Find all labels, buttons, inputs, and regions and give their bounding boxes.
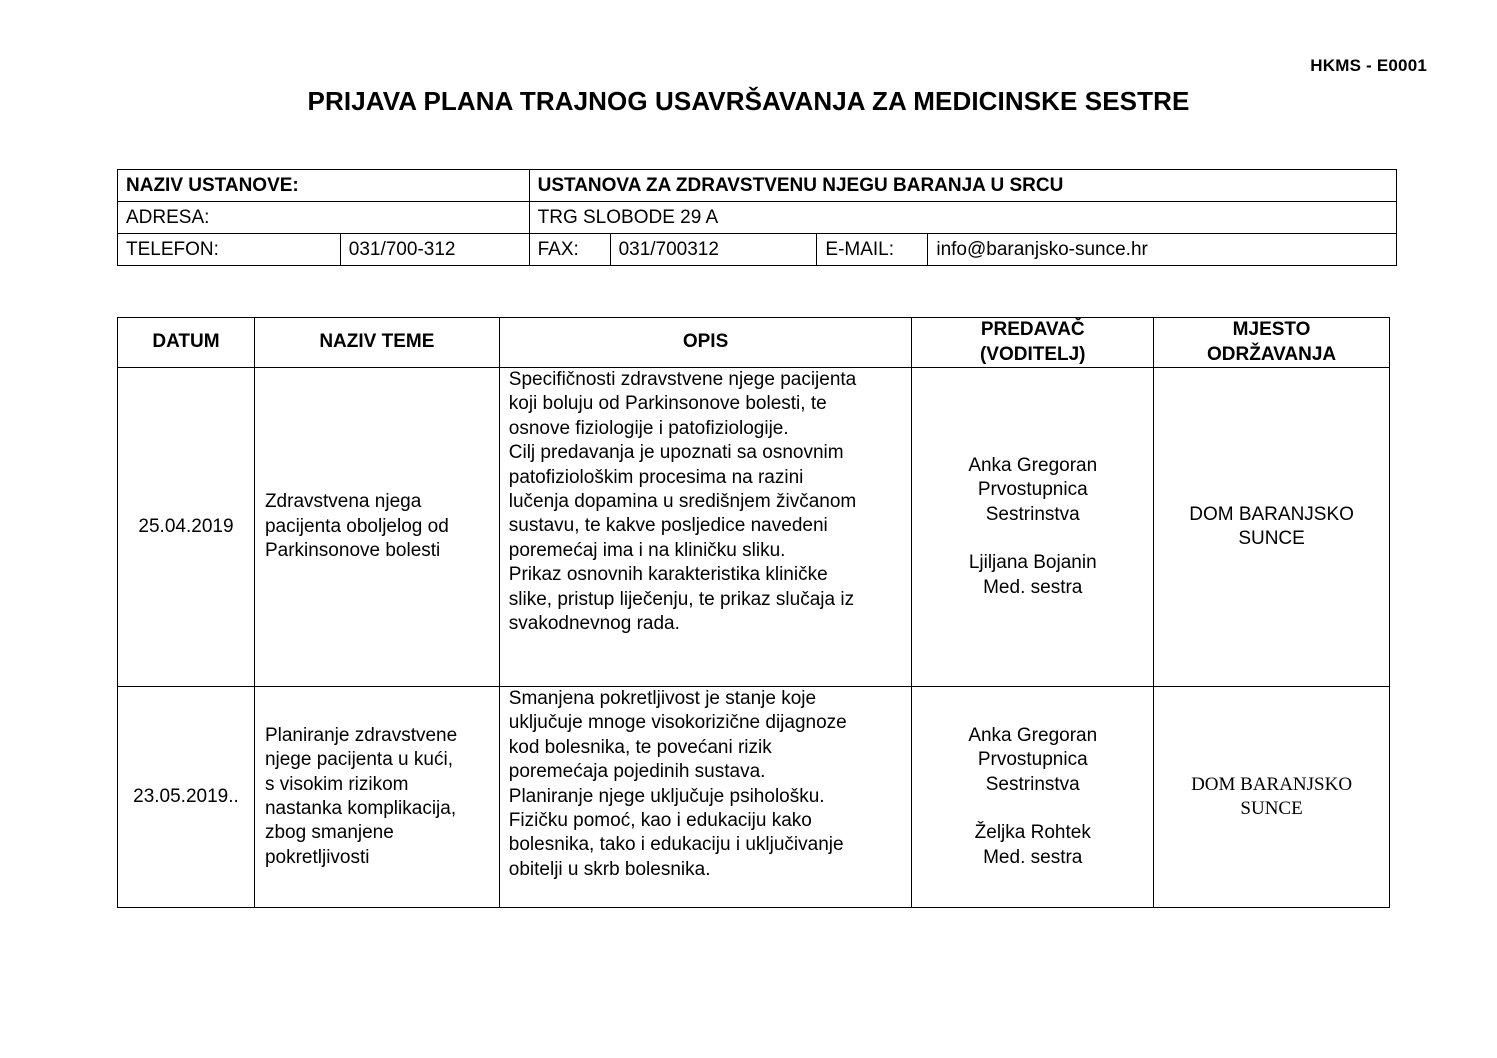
lecturer-name: Ljiljana Bojanin xyxy=(968,552,1097,574)
plan-row xyxy=(118,368,1390,687)
institution-info-table xyxy=(117,169,1397,266)
topic-line: pokretljivosti xyxy=(264,846,370,868)
place-line: SUNCE xyxy=(1238,528,1305,549)
row-topic xyxy=(254,687,499,908)
description-line: poremećaj ima i na kliničku sliku. xyxy=(508,539,786,561)
lecturer-spacer xyxy=(912,797,1153,821)
description-line: bolesnika, tako i edukaciju i uključivanje xyxy=(508,834,844,856)
description-line: slike, pristup liječenju, te prikaz slučaja iz xyxy=(508,588,855,610)
topic-line: zbog smanjene xyxy=(264,822,394,844)
plan-row xyxy=(118,687,1390,908)
lecturer-title: Prvostupnica xyxy=(977,479,1088,501)
email-value: info@baranjsko-sunce.hr xyxy=(928,234,1397,266)
education-plan-table xyxy=(117,317,1390,908)
description-line: poremećaja pojedinih sustava. xyxy=(508,761,766,783)
lecturer-title: Sestrinstva xyxy=(985,503,1080,525)
row-lecturers xyxy=(912,687,1154,908)
lecturer-title: Med. sestra xyxy=(983,576,1083,598)
header-description: OPIS xyxy=(499,318,912,368)
row-date: 23.05.2019.. xyxy=(118,687,255,908)
place-line: SUNCE xyxy=(1240,798,1303,819)
row-description xyxy=(499,687,912,908)
institution-name-row xyxy=(118,170,1397,202)
header-place xyxy=(1154,318,1390,368)
description-line: obitelji u skrb bolesnika. xyxy=(508,858,711,880)
lecturer-name: Željka Rohtek xyxy=(974,822,1091,844)
description-line: Fizičku pomoć, kao i edukaciju kako xyxy=(508,810,812,832)
description-line: patofiziološkim procesima na razini xyxy=(508,466,804,488)
description-line: Cilj predavanja je upoznati sa osnovnim xyxy=(508,442,844,464)
topic-line: pacijenta oboljelog od xyxy=(264,515,449,537)
header-place-line2: ODRŽAVANJA xyxy=(1207,343,1337,365)
fax-label: FAX: xyxy=(529,234,610,266)
topic-line: nastanka komplikacija, xyxy=(264,798,457,819)
description-line: kod bolesnika, te povećani rizik xyxy=(508,736,772,758)
place-line: DOM BARANJSKO xyxy=(1189,503,1354,525)
institution-contact-row xyxy=(118,234,1397,266)
header-lecturer-line2: (VODITELJ) xyxy=(979,343,1086,365)
institution-name-label: NAZIV USTANOVE: xyxy=(118,170,530,202)
row-place xyxy=(1154,368,1390,687)
description-line: Smanjena pokretljivost je stanje koje xyxy=(508,688,817,709)
row-date: 25.04.2019 xyxy=(118,368,255,687)
header-lecturer xyxy=(912,318,1154,368)
phone-label: TELEFON: xyxy=(118,234,341,266)
lecturer-title: Sestrinstva xyxy=(985,773,1080,795)
topic-line: Parkinsonove bolesti xyxy=(264,540,441,562)
description-line: lučenja dopamina u središnjem živčanom xyxy=(508,491,857,513)
lecturer-spacer xyxy=(912,527,1153,551)
institution-name-value: USTANOVA ZA ZDRAVSTVENU NJEGU BARANJA U SRCU xyxy=(529,170,1396,202)
document-code: HKMS - E0001 xyxy=(1310,56,1427,75)
email-label: E-MAIL: xyxy=(817,234,928,266)
topic-line: Planiranje zdravstvene xyxy=(264,724,458,746)
phone-value: 031/700-312 xyxy=(340,234,529,266)
fax-value: 031/700312 xyxy=(610,234,817,266)
lecturer-title: Med. sestra xyxy=(983,846,1083,868)
description-line: uključuje mnoge visokorizične dijagnoze xyxy=(508,712,847,734)
address-label: ADRESA: xyxy=(118,202,530,234)
plan-header-row xyxy=(118,318,1390,368)
description-line: koji boluju od Parkinsonove bolesti, te xyxy=(508,393,827,415)
topic-line: s visokim rizikom xyxy=(264,773,409,795)
topic-line: Zdravstvena njega xyxy=(264,491,422,513)
header-lecturer-line1: PREDAVAČ xyxy=(980,319,1085,341)
lecturer-title: Prvostupnica xyxy=(977,749,1088,771)
header-date: DATUM xyxy=(118,318,255,368)
address-value: TRG SLOBODE 29 A xyxy=(529,202,1396,234)
description-line: sustavu, te kakve posljedice navedeni xyxy=(508,515,828,537)
header-place-line1: MJESTO xyxy=(1232,319,1311,341)
row-lecturers xyxy=(912,368,1154,687)
description-line: osnove fiziologije i patofiziologije. xyxy=(508,417,789,439)
row-description xyxy=(499,368,912,687)
description-line: Planiranje njege uključuje psihološku. xyxy=(508,785,825,807)
description-line: svakodnevnog rada. xyxy=(508,613,680,635)
header-topic: NAZIV TEME xyxy=(254,318,499,368)
lecturer-name: Anka Gregoran xyxy=(968,454,1098,476)
row-place xyxy=(1154,687,1390,908)
institution-address-row xyxy=(118,202,1397,234)
description-line: Specifičnosti zdravstvene njege pacijenta xyxy=(508,369,857,390)
topic-line: njege pacijenta u kući, xyxy=(264,749,453,771)
description-line: Prikaz osnovnih karakteristika kliničke xyxy=(508,564,828,586)
document-title: PRIJAVA PLANA TRAJNOG USAVRŠAVANJA ZA MEDICINSKE SESTRE xyxy=(307,86,1190,116)
lecturer-name: Anka Gregoran xyxy=(968,724,1098,746)
row-topic xyxy=(254,368,499,687)
place-line: DOM BARANJSKO xyxy=(1191,773,1353,795)
